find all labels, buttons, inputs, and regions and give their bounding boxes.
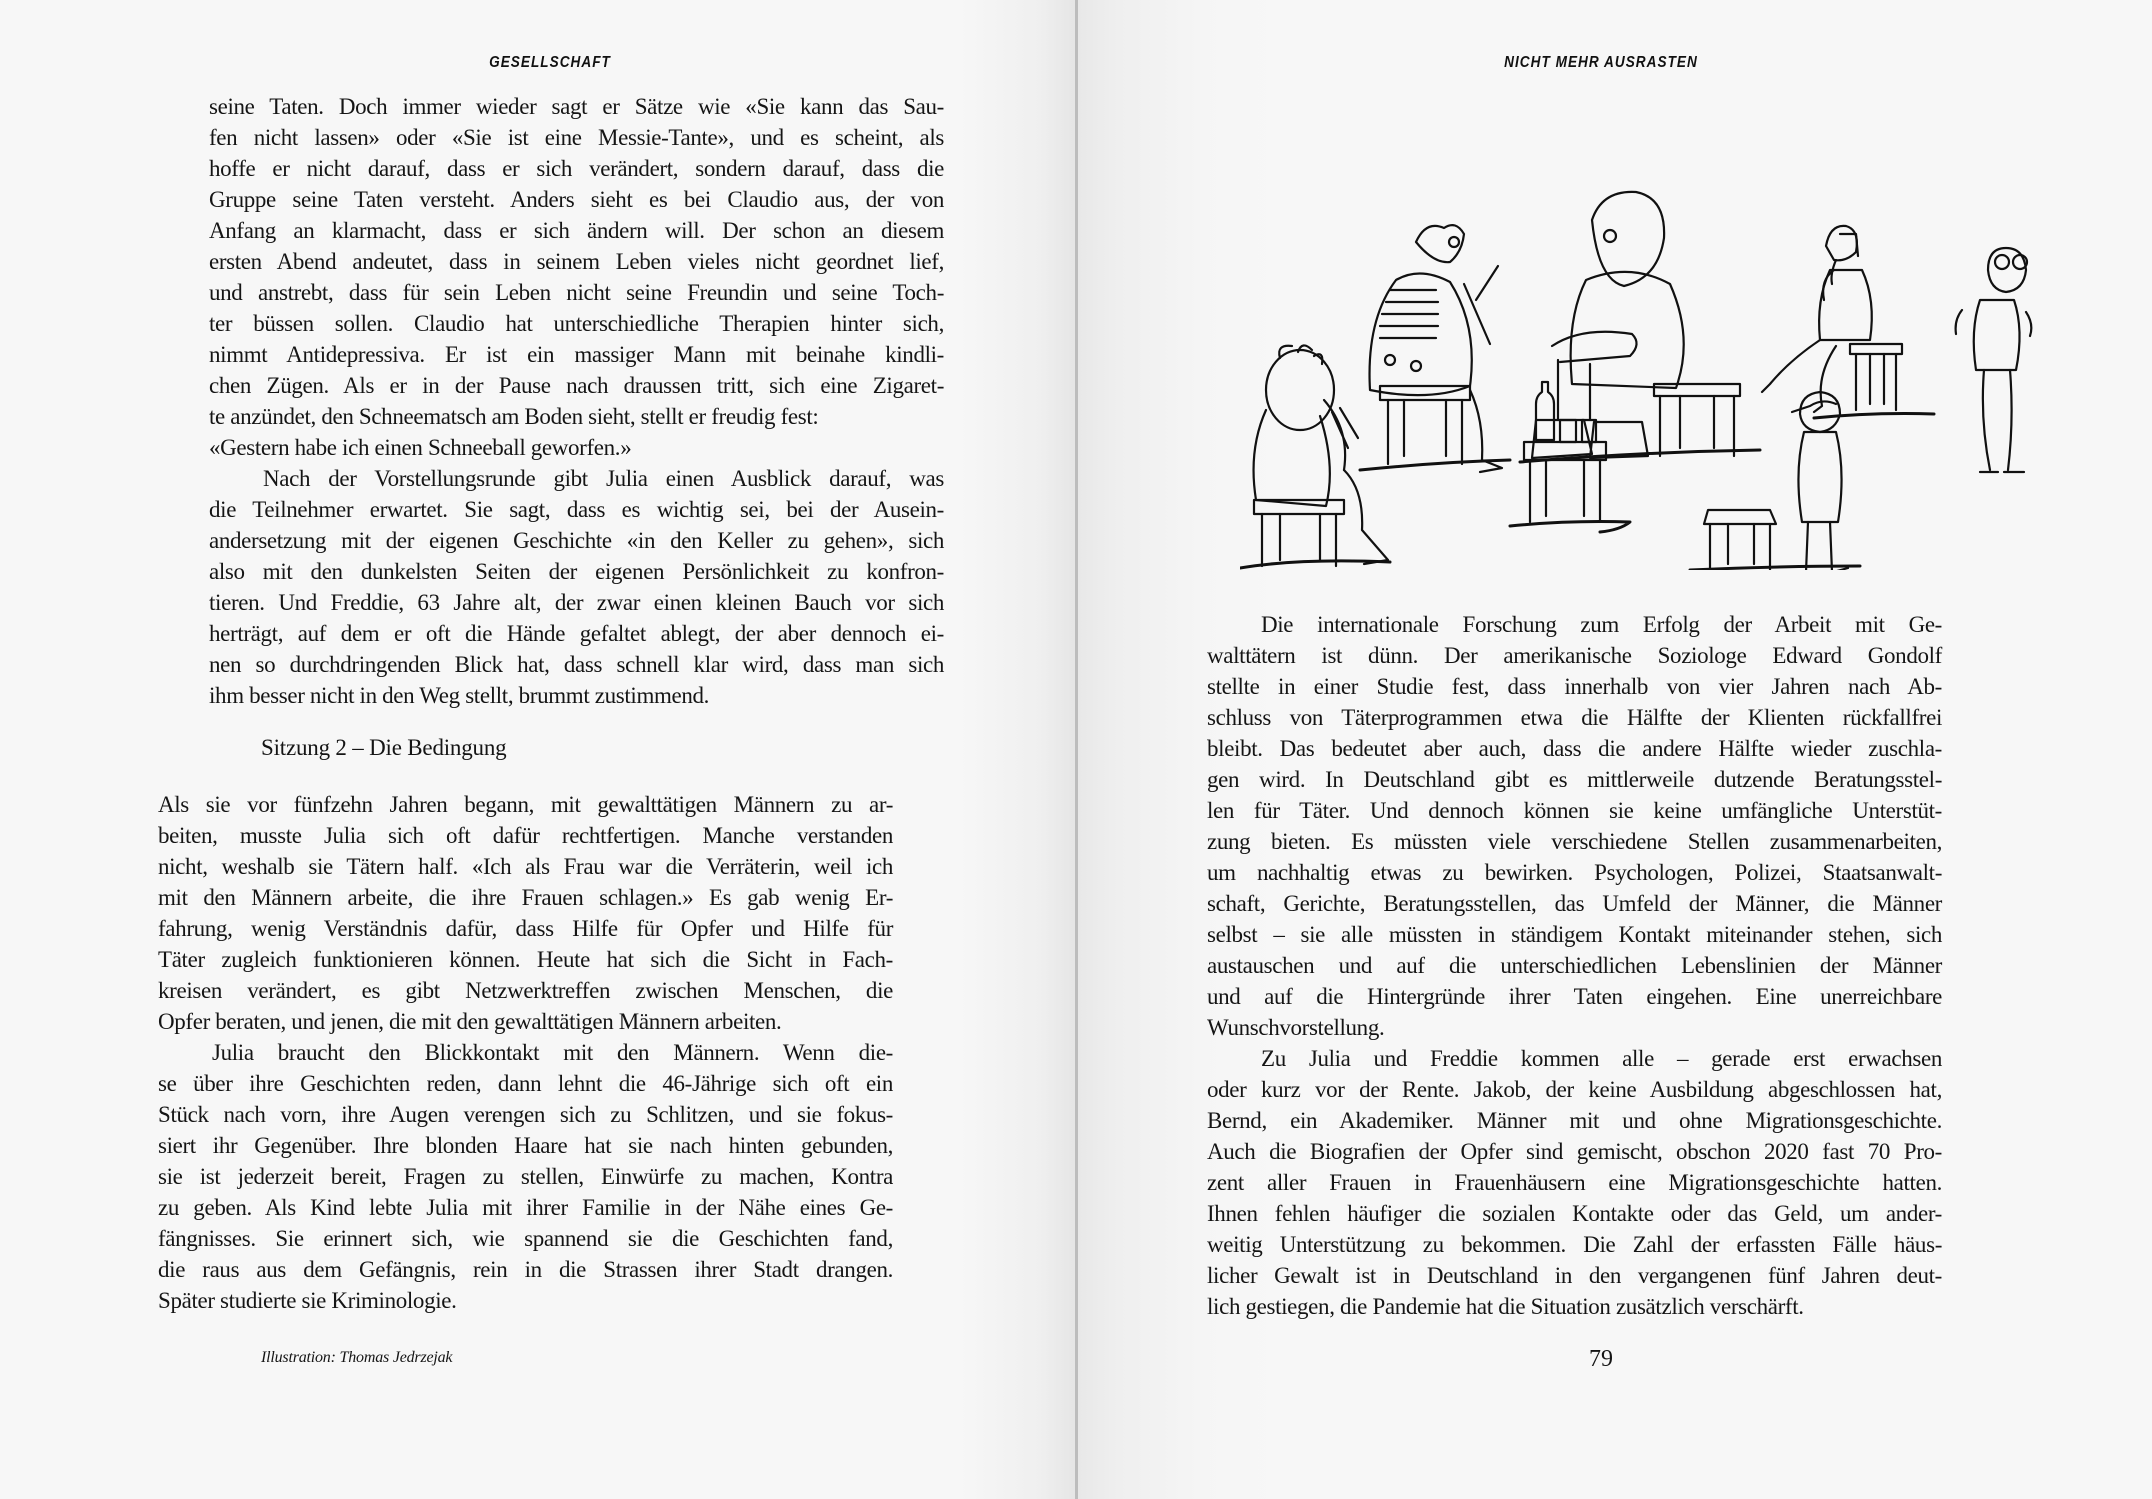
text-line: austauschen und auf die unterschiedlichen Lebenslinien der Männer — [1207, 953, 1942, 978]
text-line: hoffe er nicht darauf, dass er sich verändert, sondern darauf, dass die — [209, 156, 944, 181]
running-head-right: NICHT MEHR AUSRASTEN — [1504, 54, 1698, 71]
text-line: Opfer beraten, und jenen, die mit den gewalttätigen Männern arbeiten. — [158, 1009, 782, 1034]
text-line: len für Täter. Und dennoch können sie keine umfängliche Unterstüt- — [1207, 798, 1942, 823]
figure-hooded-man — [1240, 345, 1390, 568]
text-line: stellte in einer Studie fest, dass innerhalb von vier Jahren nach Ab- — [1207, 674, 1942, 699]
illustration-group-therapy — [1240, 150, 2100, 570]
text-line: Auch die Biografien der Opfer sind gemischt, obschon 2020 fast 70 Pro- — [1207, 1139, 1942, 1164]
text-line: bleibt. Das bedeutet aber auch, dass die andere Hälfte wieder zuschla- — [1207, 736, 1942, 761]
text-line: herträgt, auf dem er oft die Hände gefaltet ablegt, der aber dennoch ei- — [209, 621, 944, 646]
text-line: fahrung, wenig Verständnis dafür, dass Hilfe für Opfer und Hilfe für — [158, 916, 893, 941]
text-line: Julia braucht den Blickkontakt mit den Männern. Wenn die- — [212, 1040, 893, 1065]
text-line: zu geben. Als Kind lebte Julia mit ihrer Familie in der Nähe eines Ge- — [158, 1195, 893, 1220]
text-line: Täter zugleich funktionieren können. Heute hat sich die Sicht in Fach- — [158, 947, 893, 972]
text-line: nicht, weshalb sie Tätern half. «Ich als Frau war die Verräterin, weil ich — [158, 854, 893, 879]
text-line: zung bieten. Es müssten viele verschiedene Stellen zusammenarbeiten, — [1207, 829, 1942, 854]
figure-seated-woman — [1762, 226, 1934, 418]
text-line: licher Gewalt ist in Deutschland in den vergangenen fünf Jahren deut- — [1207, 1263, 1942, 1288]
text-line: walttätern ist dünn. Der amerikanische Soziologe Edward Gondolf — [1207, 643, 1942, 668]
left-text-block-2 — [158, 789, 893, 1316]
text-line: siert ihr Gegenüber. Ihre blonden Haare hat sie nach hinten gebunden, — [158, 1133, 893, 1158]
text-line: ersten Abend andeutet, dass in seinem Leben vieles nicht geordnet lief, — [209, 249, 944, 274]
illustration-credit: Illustration: Thomas Jedrzejak — [261, 1349, 453, 1366]
text-line: te anzündet, den Schneematsch am Boden sieht, stellt er freudig fest: — [209, 404, 819, 429]
text-line: Stück nach vorn, ihre Augen verengen sich zu Schlitzen, und sie fokus- — [158, 1102, 893, 1127]
text-line: lich gestiegen, die Pandemie hat die Situation zusätzlich verschärft. — [1207, 1294, 1804, 1319]
text-line: ter büssen sollen. Claudio hat unterschiedliche Therapien hinter sich, — [209, 311, 944, 336]
text-line: Später studierte sie Kriminologie. — [158, 1288, 457, 1313]
text-line: oder kurz vor der Rente. Jakob, der keine Ausbildung abgeschlossen hat, — [1207, 1077, 1942, 1102]
text-line: also mit den dunkelsten Seiten der eigenen Persönlichkeit zu konfron- — [209, 559, 944, 584]
text-line: gen wird. In Deutschland gibt es mittlerweile dutzende Beratungsstel- — [1207, 767, 1942, 792]
left-text-block-1 — [209, 91, 944, 711]
figure-capped-man — [1690, 392, 1860, 570]
text-line: fen nicht lassen» oder «Sie ist eine Messie-Tante», und es scheint, als — [209, 125, 944, 150]
text-line: tieren. Und Freddie, 63 Jahre alt, der zwar einen kleinen Bauch vor sich — [209, 590, 944, 615]
text-line: Zu Julia und Freddie kommen alle – gerade erst erwachsen — [1261, 1046, 1942, 1071]
book-gutter — [1075, 0, 1078, 1499]
text-line: andersetzung mit der eigenen Geschichte «in den Keller zu gehen», sich — [209, 528, 944, 553]
text-line: Ihnen fehlen häufiger die sozialen Kontakte oder das Geld, um ander- — [1207, 1201, 1942, 1226]
text-line: Bernd, ein Akademiker. Männer mit und ohne Migrationsgeschichte. — [1207, 1108, 1942, 1133]
running-head-left: GESELLSCHAFT — [489, 54, 611, 71]
text-line: zent aller Frauen in Frauenhäusern eine Migrationsgeschichte hatten. — [1207, 1170, 1942, 1195]
text-line: und auf die Hintergründe ihrer Taten eingehen. Eine unerreichbare — [1207, 984, 1942, 1009]
text-line: und anstrebt, dass für sein Leben nicht seine Freundin und seine Toch- — [209, 280, 944, 305]
figure-bearded-man — [1520, 192, 1760, 462]
figure-striped-man — [1360, 225, 1510, 472]
text-line: beiten, musste Julia sich oft dafür rechtfertigen. Manche verstanden — [158, 823, 893, 848]
text-line: Gruppe seine Taten versteht. Anders sieht es bei Claudio aus, der von — [209, 187, 944, 212]
text-line: die raus aus dem Gefängnis, rein in die Strassen ihrer Stadt drangen. — [158, 1257, 893, 1282]
section-subheading: Sitzung 2 – Die Bedingung — [261, 735, 507, 760]
text-line: ihm besser nicht in den Weg stellt, brummt zustimmend. — [209, 683, 710, 708]
text-line: schaft, Gerichte, Beratungsstellen, das Umfeld der Männer, die Männer — [1207, 891, 1942, 916]
text-line: weitig Unterstützung zu bekommen. Die Zahl der erfassten Fälle häus- — [1207, 1232, 1942, 1257]
text-line: um nachhaltig etwas zu bewirken. Psychologen, Polizei, Staatsanwalt- — [1207, 860, 1942, 885]
text-line: fängnisses. Sie erinnert sich, wie spannend sie die Geschichten fand, — [158, 1226, 893, 1251]
text-line: Die internationale Forschung zum Erfolg der Arbeit mit Ge- — [1261, 612, 1942, 637]
text-line: nimmt Antidepressiva. Er ist ein massiger Mann mit beinahe kindli- — [209, 342, 944, 367]
text-line: se über ihre Geschichten reden, dann lehnt die 46-Jährige sich oft ein — [158, 1071, 893, 1096]
text-line: selbst – sie alle müssten in ständigem Kontakt miteinander stehen, sich — [1207, 922, 1942, 947]
page-number: 79 — [1589, 1346, 1613, 1372]
figure-standing-goggles-man — [1956, 248, 2032, 472]
text-line: schluss von Täterprogrammen etwa die Hälfte der Klienten rückfallfrei — [1207, 705, 1942, 730]
text-line: mit den Männern arbeite, die ihre Frauen schlagen.» Es gab wenig Er- — [158, 885, 893, 910]
text-line: Nach der Vorstellungsrunde gibt Julia einen Ausblick darauf, was — [263, 466, 944, 491]
text-line: kreisen verändert, es gibt Netzwerktreffen zwischen Menschen, die — [158, 978, 893, 1003]
right-text-block — [1207, 609, 1942, 1322]
text-line: chen Zügen. Als er in der Pause nach draussen tritt, sich eine Zigaret- — [209, 373, 944, 398]
text-line: «Gestern habe ich einen Schneeball geworfen.» — [209, 435, 632, 460]
text-line: nen so durchdringenden Blick hat, dass schnell klar wird, dass man sich — [209, 652, 944, 677]
text-line: die Teilnehmer erwartet. Sie sagt, dass es wichtig sei, bei der Ausein- — [209, 497, 944, 522]
text-line: Wunschvorstellung. — [1207, 1015, 1385, 1040]
text-line: Als sie vor fünfzehn Jahren begann, mit gewalttätigen Männern zu ar- — [158, 792, 893, 817]
text-line: Anfang an klarmacht, dass er sich ändern will. Der schon an diesem — [209, 218, 944, 243]
text-line: sie ist jederzeit bereit, Fragen zu stellen, Einwürfe zu machen, Kontra — [158, 1164, 893, 1189]
text-line: seine Taten. Doch immer wieder sagt er Sätze wie «Sie kann das Sau- — [209, 94, 944, 119]
